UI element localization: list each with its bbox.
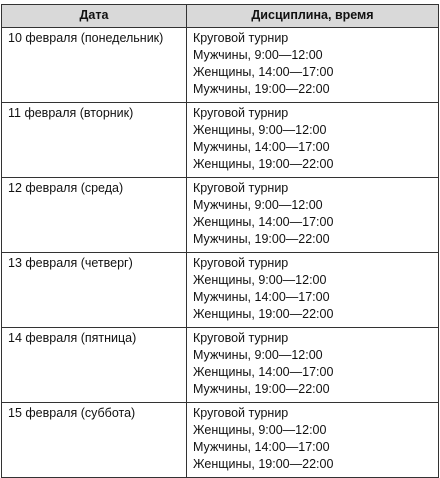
event-title: Круговой турнир — [193, 331, 289, 345]
table-header-row — [2, 5, 439, 28]
session-line: Женщины, 9:00—12:00 — [193, 123, 327, 137]
table-row — [2, 103, 439, 178]
header-date: Дата — [2, 5, 187, 28]
schedule-table — [1, 4, 439, 478]
session-line: Мужчины, 9:00—12:00 — [193, 198, 323, 212]
session-line: Женщины, 19:00—22:00 — [193, 307, 334, 321]
session-line: Мужчины, 14:00—17:00 — [193, 440, 330, 454]
session-line: Мужчины, 19:00—22:00 — [193, 232, 330, 246]
header-discipline: Дисциплина, время — [187, 5, 439, 28]
session-line: Женщины, 19:00—22:00 — [193, 457, 334, 471]
session-line: Мужчины, 9:00—12:00 — [193, 348, 323, 362]
session-line: Женщины, 9:00—12:00 — [193, 273, 327, 287]
session-line: Мужчины, 14:00—17:00 — [193, 140, 330, 154]
date-cell: 12 февраля (среда) — [2, 178, 187, 253]
date-cell: 15 февраля (суббота) — [2, 403, 187, 478]
event-title: Круговой турнир — [193, 106, 289, 120]
session-line: Мужчины, 14:00—17:00 — [193, 290, 330, 304]
event-title: Круговой турнир — [193, 256, 289, 270]
session-line: Женщины, 14:00—17:00 — [193, 215, 334, 229]
discipline-cell — [187, 178, 439, 253]
table-row — [2, 28, 439, 103]
discipline-cell — [187, 103, 439, 178]
table-row — [2, 403, 439, 478]
discipline-cell — [187, 403, 439, 478]
discipline-cell — [187, 253, 439, 328]
session-line: Мужчины, 19:00—22:00 — [193, 82, 330, 96]
event-title: Круговой турнир — [193, 31, 289, 45]
table-row — [2, 178, 439, 253]
discipline-cell — [187, 328, 439, 403]
discipline-cell — [187, 28, 439, 103]
event-title: Круговой турнир — [193, 181, 289, 195]
event-title: Круговой турнир — [193, 406, 289, 420]
session-line: Женщины, 19:00—22:00 — [193, 157, 334, 171]
date-cell: 11 февраля (вторник) — [2, 103, 187, 178]
schedule-container — [1, 4, 438, 478]
session-line: Мужчины, 19:00—22:00 — [193, 382, 330, 396]
table-row — [2, 328, 439, 403]
date-cell: 13 февраля (четверг) — [2, 253, 187, 328]
session-line: Мужчины, 9:00—12:00 — [193, 48, 323, 62]
table-row — [2, 253, 439, 328]
session-line: Женщины, 14:00—17:00 — [193, 65, 334, 79]
date-cell: 10 февраля (понедельник) — [2, 28, 187, 103]
date-cell: 14 февраля (пятница) — [2, 328, 187, 403]
session-line: Женщины, 9:00—12:00 — [193, 423, 327, 437]
session-line: Женщины, 14:00—17:00 — [193, 365, 334, 379]
